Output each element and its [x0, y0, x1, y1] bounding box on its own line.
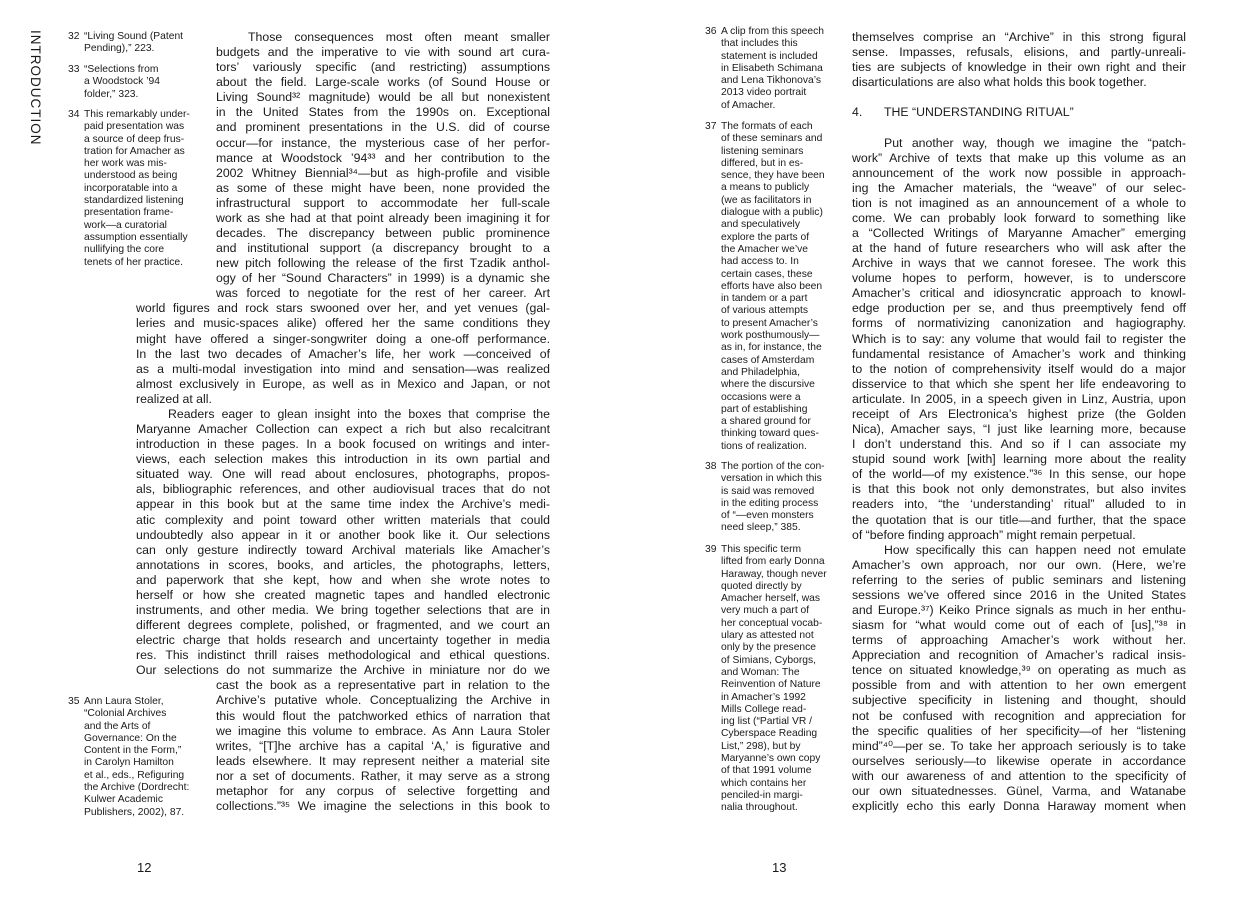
footnote-line: the Amacher we’ve: [721, 243, 808, 255]
footnote-line: Haraway, though never: [721, 568, 827, 580]
footnote-line: quoted directly by: [721, 580, 802, 592]
footnote-line: occasions were a: [721, 391, 801, 403]
footnote-line: versation in which this: [721, 473, 822, 485]
footnote-line: her work was mis-: [84, 158, 167, 170]
text-line: as a multi-modal investigation into mind and sensation—was realized: [136, 361, 550, 376]
footnote-line: in tandem or a part: [721, 293, 808, 305]
footnote-text: [84, 64, 160, 101]
text-line: tors’ variously specific (and restricting) assumptions: [216, 60, 550, 75]
text-line: How specifically this can happen need not emulate: [884, 542, 1186, 557]
footnote-text: [84, 696, 189, 819]
text-line: Maryanne Amacher Collection can expect a rich but also recalcitrant: [136, 422, 550, 437]
footnote-line: folder,” 323.: [84, 88, 139, 100]
text-line: budgets and the imperative to vie with sound art cura-: [216, 45, 550, 60]
footnote-line: and speculatively: [721, 219, 800, 231]
footnote-number: 33: [68, 64, 80, 75]
text-line: in the United States from the 1990s on. Exceptional: [216, 105, 550, 120]
footnote-line: lifted from early Donna: [721, 556, 825, 568]
text-line: announcement of the work now possible in approach-: [852, 165, 1186, 180]
footnote-line: Cyberspace Reading: [721, 728, 818, 740]
footnote-line: and Woman: The: [721, 666, 800, 678]
left-page: [0, 0, 617, 913]
text-line: as some of these might have been, none provided the: [216, 180, 550, 195]
text-line: explicitly echo this early Donna Haraway moment when: [852, 798, 1186, 813]
footnote-line: listening seminars: [721, 145, 804, 157]
text-line: appear in this book but at the same time index the Archive’s medi-: [136, 497, 550, 512]
page-number: 12: [137, 860, 152, 875]
footnote-number: 39: [705, 544, 717, 555]
text-line: Archive’s putative whole. Conceptualizing the Archive in: [216, 693, 550, 708]
footnote-line: Ann Laura Stoler,: [84, 696, 164, 707]
footnote-text: [84, 109, 190, 269]
footnote-line: certain cases, these: [721, 268, 813, 280]
footnote-line: tenets of her practice.: [84, 256, 184, 268]
footnote-line: Pending),” 223.: [84, 43, 155, 55]
footnote-line: assumption essentially: [84, 231, 188, 243]
footnote-line: a source of deep frus-: [84, 133, 185, 145]
footnote-text: [84, 31, 183, 56]
text-line: tion is not imagined as an announcement of a whole to: [852, 195, 1186, 210]
footnote-line: tration for Amacher as: [84, 145, 185, 157]
text-line: disservice to that which she spent her life endeavoring to: [852, 376, 1186, 391]
text-line: Those consequences most often meant smaller: [248, 30, 550, 44]
body-text: [852, 30, 1186, 814]
footnote-line: nullifying the core: [84, 244, 165, 256]
footnote-line: sence, they have been: [721, 170, 825, 182]
footnote-line: in Amacher’s 1992: [721, 691, 806, 703]
footnote-line: had access to. In: [721, 256, 799, 268]
text-line: writes, “[T]he archive has a capital ‘A,’ is figurative and: [216, 738, 550, 753]
text-line: disarticulations are also what holds this book together.: [852, 75, 1147, 90]
footnote-line: and the Arts of: [84, 720, 151, 732]
text-line: of the world—of my existence.”³⁶ In this sense, our hope: [852, 467, 1186, 482]
footnote-line: efforts have also been: [721, 280, 823, 292]
text-line: Appreciation and recognition of Amacher’s radical insis-: [852, 648, 1186, 663]
text-line: herself or how she created magnetic tapes and handled electronic: [136, 587, 550, 602]
text-line: terms of approaching Amacher’s work without her.: [852, 633, 1186, 648]
footnote-line: A clip from this speech: [721, 26, 825, 37]
footnote-line: et al., eds., Refiguring: [84, 769, 185, 781]
footnote-line: Mills College read-: [721, 703, 807, 715]
text-line: mind”⁴⁰—per se. To take her approach seriously is to take: [852, 738, 1186, 753]
text-line: subjective specificity in listening and thought, should: [852, 693, 1186, 708]
text-line: views, each selection makes this introduction in its own partial and: [136, 452, 550, 467]
text-line: might have offered a singer-songwriter doing a one-off performance.: [136, 331, 550, 346]
text-line: fundamental resistance of Amacher’s work and thinking: [852, 346, 1186, 361]
footnote-number: 32: [68, 31, 80, 42]
text-line: possible from and with attention to her own emergent: [852, 678, 1186, 693]
footnote-line: 2013 video portrait: [721, 87, 807, 99]
text-line: collections.”³⁵ We imagine the selections in this book to: [216, 798, 550, 813]
footnote-number: 36: [705, 26, 717, 37]
text-line: tence on situated knowledge,³⁹ on operating as much as: [852, 663, 1186, 678]
text-line: sense. Impasses, refusals, elisions, and partly-unreali-: [852, 45, 1186, 60]
text-line: siasm for “what would come out of each of [us],”³⁸ in: [852, 618, 1186, 633]
text-line: I don’t understand this. And so if I can associate my: [852, 437, 1186, 452]
text-line: decades. The discrepancy between public prominence: [216, 226, 550, 241]
footnote-line: understood as being: [84, 170, 178, 182]
text-line: ing the Amacher materials, the “weave” of our selec-: [852, 180, 1186, 195]
text-line: introduction in these pages. In a book focused on writings and inter-: [136, 437, 550, 452]
text-line: work as she had at that point already been imagining it for: [216, 210, 550, 225]
footnote-line: incorporatable into a: [84, 182, 178, 194]
text-line: edge production per se, and thus preemptively fend off: [852, 301, 1186, 316]
footnote-line: List,” 298), but by: [721, 740, 801, 752]
footnote-line: (we as facilitators in: [721, 194, 812, 206]
footnote-line: cases of Amsterdam: [721, 354, 815, 366]
text-line: and prominent presentations in the U.S. did of course: [216, 120, 550, 135]
footnote-line: in the editing process: [721, 497, 819, 509]
footnote-line: of these seminars and: [721, 133, 823, 145]
text-line: to the notion of comprehensivity itself would do a major: [852, 361, 1186, 376]
text-line: 2002 Whitney Biennial³⁴—but as high-profile and visible: [216, 165, 550, 180]
text-line: occur—for instance, the mysterious case of her perfor-: [216, 135, 550, 150]
footnote-line: as in, for instance, the: [721, 342, 822, 354]
footnote-line: thinking toward ques-: [721, 428, 819, 440]
footnote-line: of Simians, Cyborgs,: [721, 654, 816, 666]
text-line: the specific qualities of her specificity—of her “listening: [852, 723, 1186, 738]
footnote-line: and Philadelphia,: [721, 366, 801, 378]
text-line: Living Sound³² magnitude) would be all but nonexistent: [216, 90, 550, 105]
footnote-line: which contains her: [721, 777, 807, 789]
footnote-line: where the discursive: [721, 379, 815, 391]
text-line: Our selections do not summarize the Archive in miniature nor do we: [136, 663, 550, 678]
text-line: leries and music-spaces alike) offered her the same conditions they: [136, 316, 550, 331]
text-line: different degrees complete, polished, or fragmented, and we court an: [136, 618, 550, 633]
footnote-line: a shared ground for: [721, 416, 811, 428]
footnote-line: penciled-in margi-: [721, 789, 803, 801]
footnote-line: a means to publicly: [721, 182, 810, 194]
footnote-line: that includes this: [721, 38, 798, 50]
text-line: Put another way, though we imagine the “patch-: [884, 135, 1186, 150]
footnote-line: Kulwer Academic: [84, 794, 163, 806]
text-line: In the last two decades of Amacher’s life, her work —conceived of: [136, 346, 550, 361]
page-number: 13: [772, 860, 787, 875]
footnote-line: presentation frame-: [84, 207, 174, 219]
text-line: instruments, and other media. We bring together selections that are in: [136, 602, 550, 617]
text-line: of “before finding approach” might remain perpetual.: [852, 527, 1136, 542]
text-line: referring to the series of public seminars and listening: [852, 572, 1186, 587]
text-line: was forced to negotiate for the rest of her career. Art: [216, 286, 550, 301]
text-line: the quotation that is our title—and further, that the space: [852, 512, 1186, 527]
text-line: receipt of Ars Electronica’s highest prize (the Golden: [852, 406, 1186, 421]
footnote-line: nalia throughout.: [721, 802, 798, 814]
text-line: leads elsewhere. It may represent neither a material site: [216, 753, 550, 768]
text-line: work” Archive of texts that make up this volume as an: [852, 150, 1186, 165]
footnote-line: explore the parts of: [721, 231, 810, 243]
text-line: ogy of her “Sound Characters” in 1999) is a dynamic she: [216, 271, 550, 286]
footnote-text: [721, 121, 825, 453]
footnote-text: [721, 544, 827, 815]
footnote-line: need sleep,” 385.: [721, 522, 801, 534]
text-line: Which is to say: any volume that would fail to register the: [852, 331, 1186, 346]
text-line: with our awareness of and attention to the specificity of: [852, 768, 1186, 783]
footnote-line: differed, but in es-: [721, 157, 804, 169]
text-line: our own situatednesses. Günel, Varma, and Watanabe: [852, 783, 1186, 798]
text-line: we imagine this volume to embrace. As Ann Laura Stoler: [216, 723, 550, 738]
footnote-line: Amacher herself, was: [721, 593, 821, 605]
footnote-number: 38: [705, 461, 717, 472]
text-line: volume hopes to perform, however, is to underscore: [852, 271, 1186, 286]
footnote-line: very much a part of: [721, 605, 810, 617]
text-line: at the hand of future researchers who will ask after the: [852, 241, 1186, 256]
text-line: mance at Woodstock ’94³³ and her contribution to the: [216, 150, 550, 165]
footnote-line: of Amacher.: [721, 99, 776, 111]
footnote-line: statement is included: [721, 50, 818, 62]
footnote-line: “Selections from: [84, 64, 159, 75]
text-line: Readers eager to glean insight into the boxes that comprise the: [168, 406, 550, 421]
footnote-number: 34: [68, 109, 80, 120]
footnote-line: of “—even monsters: [721, 510, 814, 522]
text-line: metaphor for any corpus of selective forgetting and: [216, 783, 550, 798]
text-line: and paperwork that she kept, how and when she wrote notes to: [136, 572, 550, 587]
footnote-line: ulary as attested not: [721, 630, 814, 642]
footnote-line: the Archive (Dordrecht:: [84, 782, 190, 794]
text-line: Archive in ways that we cannot foresee. The work this: [852, 256, 1186, 271]
text-line: about the field. Large-scale works (of Sound House or: [216, 75, 550, 90]
section-number: 4.: [852, 105, 863, 120]
section-heading: [852, 105, 1186, 120]
footnote-line: of various attempts: [721, 305, 808, 317]
footnote-line: work posthumously—: [721, 330, 820, 342]
text-line: sessions we’ve offered since 2016 in the United States: [852, 587, 1186, 602]
text-line: nor a set of documents. Rather, it may serve as a strong: [216, 768, 550, 783]
footnote-line: in Carolyn Hamilton: [84, 757, 174, 769]
footnote-line: Content in the Form,”: [84, 745, 182, 757]
footnote-line: part of establishing: [721, 403, 808, 415]
footnote-line: This specific term: [721, 544, 802, 555]
text-line: undoubtedly also appear in it or another book like it. Our selections: [136, 527, 550, 542]
footnote-line: The formats of each: [721, 121, 813, 132]
text-line: situated way. One will read about enclosures, photographs, propos-: [136, 467, 550, 482]
text-line: res. This indistinct thrill raises methodological and ethical questions.: [136, 648, 550, 663]
footnote-line: a Woodstock ’94: [84, 76, 160, 88]
text-line: not be confused with recognition and appreciation for: [852, 708, 1186, 723]
text-line: stupid sound work [with] learning more about the reality: [852, 452, 1186, 467]
text-line: this would flout the patchworked ethics of narration that: [216, 708, 550, 723]
footnote-number: 35: [68, 696, 80, 707]
right-page: [618, 0, 1235, 913]
footnote-text: [721, 461, 825, 535]
footnote-line: to present Amacher’s: [721, 317, 818, 329]
footnote-line: dialogue with a public): [721, 207, 823, 219]
footnote-line: of that 1991 volume: [721, 765, 812, 777]
text-line: new pitch following the release of the first Tzadik anthol-: [216, 256, 550, 271]
text-line: can only gesture indirectly toward Archival materials like Amacher’s: [136, 542, 550, 557]
footnote-line: The portion of the con-: [721, 461, 825, 472]
footnote-line: This remarkably under-: [84, 109, 190, 120]
text-line: cast the book as a representative part in relation to the: [216, 678, 550, 693]
text-line: is that this book not only demonstrates, but also invites: [852, 482, 1186, 497]
text-line: forms of normativizing canonization and hagiography.: [852, 316, 1186, 331]
text-line: articulate. In 2005, in a speech given in Linz, Austria, upon: [852, 391, 1186, 406]
text-line: Nica), Amacher says, “I just like learning more, because: [852, 422, 1186, 437]
footnote-number: 37: [705, 121, 717, 132]
text-line: als, bibliographic references, and other audiovisual traces that do not: [136, 482, 550, 497]
footnote-line: Publishers, 2002), 87.: [84, 806, 185, 818]
footnote-line: paid presentation was: [84, 121, 185, 133]
footnote-line: “Colonial Archives: [84, 708, 167, 720]
footnote-line: standardized listening: [84, 195, 184, 207]
text-line: a “Collected Writings of Maryanne Amacher” emerging: [852, 226, 1186, 241]
footnote-text: [721, 26, 824, 112]
text-line: and institutional support (a discrepancy brought to a: [216, 241, 550, 256]
text-line: almost exclusively in Europe, as well as in Mexico and Japan, or not: [136, 376, 550, 391]
text-line: infrastructural support to accommodate her full-scale: [216, 195, 550, 210]
text-line: readers into, “the ‘understanding’ ritual” alluded to in: [852, 497, 1186, 512]
text-line: come. We can probably look forward to something like: [852, 210, 1186, 225]
section-title: THE “UNDERSTANDING RITUAL”: [884, 105, 1074, 120]
footnote-line: Reinvention of Nature: [721, 679, 821, 691]
text-line: ourselves seriously—to likewise operate in accordance: [852, 753, 1186, 768]
body-text: [136, 30, 550, 814]
text-line: and Europe.³⁷) Keiko Prince signals as much in her enthu-: [852, 602, 1186, 617]
text-line: Amacher’s own approach, nor our own. (Here, we’re: [852, 557, 1186, 572]
footnote-line: and Lena Tikhonova’s: [721, 75, 821, 87]
running-head: INTRODUCTION: [28, 30, 43, 146]
text-line: ties are subjects of knowledge in their own right and their: [852, 60, 1186, 75]
footnote-line: work—a curatorial: [84, 219, 167, 231]
text-line: electric charge that holds research and uncertainty together in media: [136, 633, 550, 648]
footnote-line: Governance: On the: [84, 732, 177, 744]
text-line: atic complexity and point toward other written materials that could: [136, 512, 550, 527]
text-line: themselves comprise an “Archive” in this strong figural: [852, 30, 1186, 44]
footnote-line: Maryanne’s own copy: [721, 753, 821, 765]
text-line: Amacher’s critical and idiosyncratic approach to knowl-: [852, 286, 1186, 301]
text-line: world figures and rock stars swooned over her, and yet venues (gal-: [136, 301, 550, 316]
footnote-line: ing list (“Partial VR /: [721, 716, 812, 728]
footnote-line: in Elisabeth Schimana: [721, 62, 823, 74]
footnote-line: is said was removed: [721, 485, 815, 497]
footnote-line: tions of realization.: [721, 440, 807, 452]
footnote-line: only by the presence: [721, 642, 817, 654]
footnote-line: “Living Sound (Patent: [84, 31, 184, 42]
text-line: annotations in scores, books, and articles, the photographs, letters,: [136, 557, 550, 572]
text-line: realized at all.: [136, 391, 212, 406]
footnote-line: her conceptual vocab-: [721, 617, 823, 629]
